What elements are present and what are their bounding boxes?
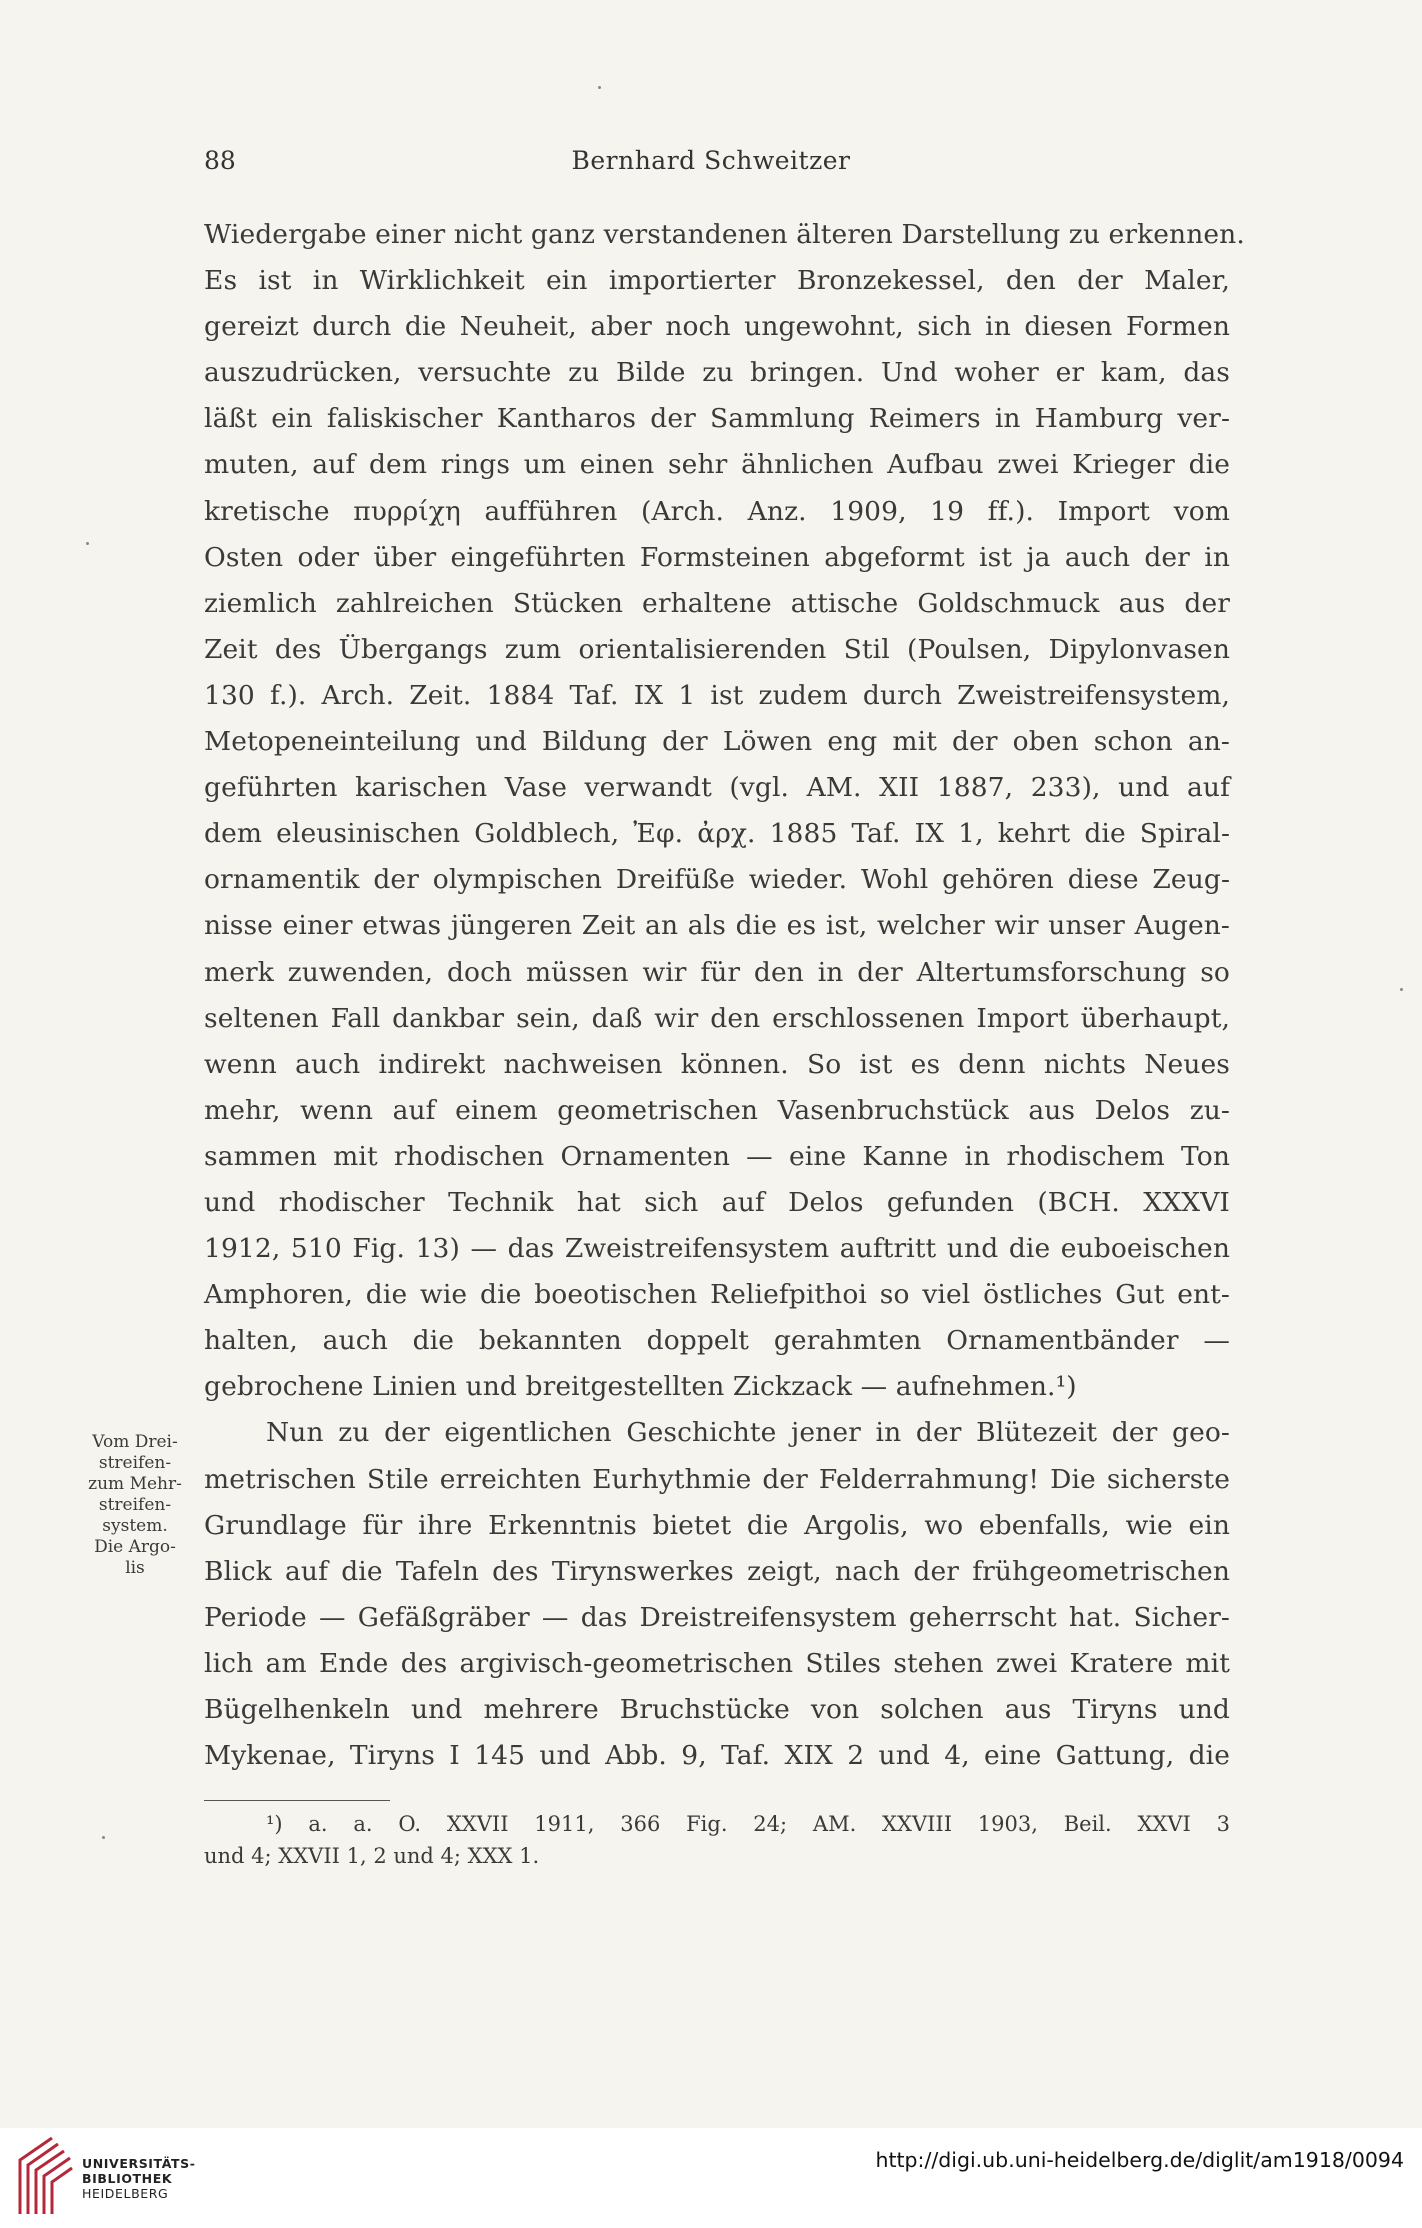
text-line: metrischen Stile erreichten Eurhythmie der Felderrahmung! Die sicherste	[204, 1463, 1230, 1495]
text-line: mehr, wenn auf einem geometrischen Vasenbruchstück aus Delos zu-	[204, 1094, 1230, 1126]
margin-note-line: streifen-	[98, 1453, 172, 1473]
text-line: dem eleusinischen Goldblech, Ἐφ. ἀρχ. 1885 Taf. IX 1, kehrt die Spiral-	[204, 818, 1230, 850]
margin-note-line: Die Argo-	[94, 1537, 176, 1557]
text-line: Amphoren, die wie die boeotischen Reliefpithoi so viel östliches Gut ent-	[204, 1279, 1230, 1311]
text-line: Periode — Gefäßgräber — das Dreistreifensystem geherrscht hat. Sicher-	[204, 1601, 1230, 1633]
text-line: muten, auf dem rings um einen sehr ähnlichen Aufbau zwei Krieger die	[204, 449, 1230, 481]
source-url-link[interactable]: http://digi.ub.uni-heidelberg.de/diglit/am1918/0094	[875, 2148, 1404, 2172]
text-line: seltenen Fall dankbar sein, daß wir den erschlossenen Import überhaupt,	[204, 1002, 1230, 1034]
scan-speck	[598, 86, 601, 89]
text-line: kretische πυρρίχη aufführen (Arch. Anz. 1909, 19 ff.). Import vom	[204, 495, 1230, 527]
margin-note-line: streifen-	[98, 1495, 172, 1515]
scan-speck	[1400, 988, 1403, 991]
library-name-line: HEIDELBERG	[82, 2186, 169, 2201]
page-number: 88	[204, 146, 236, 175]
text-line: Blick auf die Tafeln des Tirynswerkes zeigt, nach der frühgeometrischen	[204, 1555, 1230, 1587]
text-line: Metopeneinteilung und Bildung der Löwen eng mit der oben schon an-	[204, 726, 1230, 758]
body-text	[204, 212, 1245, 1779]
text-line: geführten karischen Vase verwandt (vgl. AM. XII 1887, 233), und auf	[204, 772, 1230, 804]
text-line: Osten oder über eingeführten Formsteinen abgeformt ist ja auch der in	[204, 541, 1230, 573]
text-line: halten, auch die bekannten doppelt gerahmten Ornamentbänder —	[204, 1325, 1230, 1357]
scan-speck	[86, 542, 89, 545]
text-line: lich am Ende des argivisch-geometrischen Stiles stehen zwei Kratere mit	[204, 1647, 1230, 1679]
footnote-rule	[204, 1800, 390, 1801]
scan-speck	[102, 1836, 105, 1839]
footnotes	[204, 1808, 1230, 1872]
running-head: Bernhard Schweitzer	[571, 146, 851, 175]
footnote-line: ¹) a. a. O. XXVII 1911, 366 Fig. 24; AM. XXVIII 1903, Beil. XXVI 3	[266, 1812, 1230, 1836]
footnote-line: und 4; XXVII 1, 2 und 4; XXX 1.	[204, 1844, 540, 1868]
text-line: wenn auch indirekt nachweisen können. So ist es denn nichts Neues	[204, 1048, 1230, 1080]
text-line: merk zuwenden, doch müssen wir für den in der Altertumsforschung so	[204, 956, 1230, 988]
digitization-footer	[0, 2128, 1422, 2228]
margin-note-line: system.	[102, 1516, 168, 1536]
text-line: Nun zu der eigentlichen Geschichte jener in der Blütezeit der geo-	[266, 1417, 1230, 1449]
library-name	[82, 2156, 196, 2201]
library-name-line: UNIVERSITÄTS-	[82, 2156, 196, 2171]
university-library-logo-icon	[14, 2134, 76, 2218]
text-line: Zeit des Übergangs zum orientalisierenden Stil (Poulsen, Dipylonvasen	[204, 633, 1230, 665]
margin-note-line: zum Mehr-	[88, 1474, 182, 1494]
text-line: ornamentik der olympischen Dreifüße wieder. Wohl gehören diese Zeug-	[204, 864, 1230, 896]
text-line: Es ist in Wirklichkeit ein importierter Bronzekessel, den der Maler,	[204, 265, 1230, 297]
text-line: auszudrücken, versuchte zu Bilde zu bringen. Und woher er kam, das	[204, 357, 1230, 389]
text-line: gereizt durch die Neuheit, aber noch ungewohnt, sich in diesen Formen	[204, 311, 1230, 343]
text-line: sammen mit rhodischen Ornamenten — eine Kanne in rhodischem Ton	[204, 1140, 1230, 1172]
text-line: Bügelhenkeln und mehrere Bruchstücke von solchen aus Tiryns und	[204, 1694, 1230, 1725]
library-name-line: BIBLIOTHEK	[82, 2171, 173, 2186]
text-line: 130 f.). Arch. Zeit. 1884 Taf. IX 1 ist zudem durch Zweistreifensystem,	[204, 679, 1230, 711]
text-line: Grundlage für ihre Erkenntnis bietet die Argolis, wo ebenfalls, wie ein	[204, 1509, 1230, 1541]
text-line: gebrochene Linien und breitgestellten Zickzack — aufnehmen.¹)	[204, 1371, 1077, 1403]
margin-note-line: Vom Drei-	[92, 1432, 178, 1452]
margin-note	[60, 1432, 210, 1579]
text-line: ziemlich zahlreichen Stücken erhaltene attische Goldschmuck aus der	[204, 587, 1230, 619]
text-line: nisse einer etwas jüngeren Zeit an als die es ist, welcher wir unser Augen-	[204, 910, 1230, 942]
text-line: Wiedergabe einer nicht ganz verstandenen älteren Darstellung zu erkennen.	[204, 219, 1245, 250]
text-line: Mykenae, Tiryns I 145 und Abb. 9, Taf. XIX 2 und 4, eine Gattung, die	[204, 1740, 1230, 1772]
text-line: läßt ein faliskischer Kantharos der Sammlung Reimers in Hamburg ver-	[204, 403, 1230, 435]
text-line: und rhodischer Technik hat sich auf Delos gefunden (BCH. XXXVI	[204, 1186, 1230, 1218]
margin-note-line: lis	[125, 1558, 145, 1578]
text-line: 1912, 510 Fig. 13) — das Zweistreifensystem auftritt und die euboeischen	[204, 1233, 1230, 1265]
